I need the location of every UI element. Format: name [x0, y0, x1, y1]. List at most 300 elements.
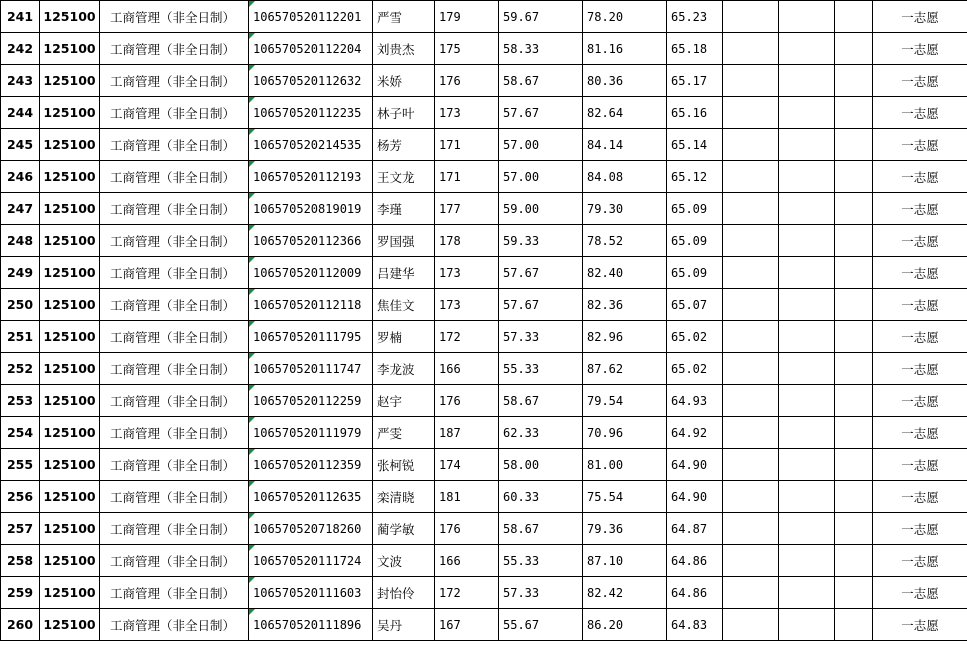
text-number-indicator-icon [249, 97, 255, 103]
candidate-name-cell[interactable]: 罗国强 [373, 225, 435, 257]
initial-weighted-cell[interactable]: 58.00 [499, 449, 583, 481]
total-score-cell[interactable]: 65.16 [667, 97, 723, 129]
exam-number-text: 106570520112632 [253, 73, 362, 88]
empty-cell[interactable] [779, 33, 835, 65]
volunteer-cell[interactable]: 一志愿 [873, 321, 967, 353]
table-row [1, 1, 967, 33]
candidate-name-cell[interactable]: 林子叶 [373, 97, 435, 129]
row-number-cell[interactable]: 260 [1, 609, 40, 641]
row-number-cell[interactable]: 245 [1, 129, 40, 161]
major-code-cell[interactable]: 125100 [40, 577, 100, 609]
initial-weighted-cell[interactable]: 59.00 [499, 193, 583, 225]
empty-cell[interactable] [835, 129, 873, 161]
exam-number-cell[interactable] [249, 1, 373, 33]
empty-cell[interactable] [779, 385, 835, 417]
total-score-cell[interactable]: 65.09 [667, 257, 723, 289]
row-number-cell[interactable]: 251 [1, 321, 40, 353]
initial-score-cell[interactable]: 171 [435, 129, 499, 161]
candidate-name-cell[interactable]: 封怡伶 [373, 577, 435, 609]
empty-cell[interactable] [723, 449, 779, 481]
exam-number-text: 106570520819019 [253, 201, 362, 216]
major-name-cell[interactable]: 工商管理（非全日制） [100, 577, 249, 609]
empty-cell[interactable] [779, 1, 835, 33]
total-score-cell[interactable]: 65.02 [667, 353, 723, 385]
initial-score-cell[interactable]: 175 [435, 33, 499, 65]
candidate-name-cell[interactable]: 罗楠 [373, 321, 435, 353]
text-number-indicator-icon [249, 545, 255, 551]
text-number-indicator-icon [249, 417, 255, 423]
initial-score-cell[interactable]: 176 [435, 65, 499, 97]
row-number-cell[interactable]: 242 [1, 33, 40, 65]
major-code-cell[interactable]: 125100 [40, 321, 100, 353]
row-number-cell[interactable]: 253 [1, 385, 40, 417]
volunteer-cell[interactable]: 一志愿 [873, 161, 967, 193]
text-number-indicator-icon [249, 65, 255, 71]
retest-score-cell[interactable]: 81.16 [583, 33, 667, 65]
empty-cell[interactable] [779, 257, 835, 289]
major-code-cell[interactable]: 125100 [40, 513, 100, 545]
empty-cell[interactable] [835, 353, 873, 385]
retest-score-cell[interactable]: 87.62 [583, 353, 667, 385]
empty-cell[interactable] [723, 225, 779, 257]
table-row [1, 609, 967, 641]
retest-score-cell[interactable]: 78.20 [583, 1, 667, 33]
major-name-cell[interactable]: 工商管理（非全日制） [100, 161, 249, 193]
exam-number-cell[interactable] [249, 193, 373, 225]
row-number-cell[interactable]: 244 [1, 97, 40, 129]
exam-number-cell[interactable] [249, 289, 373, 321]
volunteer-cell[interactable]: 一志愿 [873, 609, 967, 641]
text-number-indicator-icon [249, 353, 255, 359]
major-code-cell[interactable]: 125100 [40, 257, 100, 289]
major-code-cell[interactable]: 125100 [40, 193, 100, 225]
initial-weighted-cell[interactable]: 57.33 [499, 577, 583, 609]
major-code-cell[interactable]: 125100 [40, 97, 100, 129]
empty-cell[interactable] [835, 321, 873, 353]
total-score-cell[interactable]: 64.92 [667, 417, 723, 449]
table-row [1, 545, 967, 577]
table-row [1, 449, 967, 481]
major-name-cell[interactable]: 工商管理（非全日制） [100, 385, 249, 417]
major-name-cell[interactable]: 工商管理（非全日制） [100, 193, 249, 225]
text-number-indicator-icon [249, 385, 255, 391]
retest-score-cell[interactable]: 82.36 [583, 289, 667, 321]
volunteer-cell[interactable]: 一志愿 [873, 513, 967, 545]
total-score-cell[interactable]: 65.09 [667, 225, 723, 257]
empty-cell[interactable] [835, 513, 873, 545]
text-number-indicator-icon [249, 577, 255, 583]
retest-score-cell[interactable]: 79.54 [583, 385, 667, 417]
major-name-cell[interactable]: 工商管理（非全日制） [100, 129, 249, 161]
empty-cell[interactable] [779, 289, 835, 321]
major-name-cell[interactable]: 工商管理（非全日制） [100, 449, 249, 481]
initial-weighted-cell[interactable]: 58.67 [499, 513, 583, 545]
empty-cell[interactable] [835, 65, 873, 97]
exam-number-cell[interactable] [249, 257, 373, 289]
retest-score-cell[interactable]: 70.96 [583, 417, 667, 449]
exam-number-cell[interactable] [249, 609, 373, 641]
initial-score-cell[interactable]: 173 [435, 257, 499, 289]
volunteer-cell[interactable]: 一志愿 [873, 65, 967, 97]
major-name-cell[interactable]: 工商管理（非全日制） [100, 513, 249, 545]
total-score-cell[interactable]: 64.83 [667, 609, 723, 641]
empty-cell[interactable] [779, 417, 835, 449]
major-name-cell[interactable]: 工商管理（非全日制） [100, 609, 249, 641]
initial-weighted-cell[interactable]: 55.67 [499, 609, 583, 641]
row-number-cell[interactable]: 256 [1, 481, 40, 513]
empty-cell[interactable] [835, 417, 873, 449]
retest-score-cell[interactable]: 79.30 [583, 193, 667, 225]
initial-weighted-cell[interactable]: 57.00 [499, 129, 583, 161]
major-code-cell[interactable]: 125100 [40, 1, 100, 33]
empty-cell[interactable] [779, 545, 835, 577]
empty-cell[interactable] [779, 609, 835, 641]
exam-number-text: 106570520718260 [253, 521, 362, 536]
row-number-cell[interactable]: 254 [1, 417, 40, 449]
initial-weighted-cell[interactable]: 59.67 [499, 1, 583, 33]
text-number-indicator-icon [249, 33, 255, 39]
empty-cell[interactable] [723, 161, 779, 193]
candidate-name-cell[interactable]: 吴丹 [373, 609, 435, 641]
initial-score-cell[interactable]: 172 [435, 577, 499, 609]
volunteer-cell[interactable]: 一志愿 [873, 481, 967, 513]
empty-cell[interactable] [723, 545, 779, 577]
exam-number-cell[interactable] [249, 449, 373, 481]
candidate-name-cell[interactable]: 栾清晓 [373, 481, 435, 513]
exam-number-cell[interactable] [249, 353, 373, 385]
initial-score-cell[interactable]: 166 [435, 353, 499, 385]
major-code-cell[interactable]: 125100 [40, 129, 100, 161]
volunteer-cell[interactable]: 一志愿 [873, 257, 967, 289]
volunteer-cell[interactable]: 一志愿 [873, 289, 967, 321]
initial-score-cell[interactable]: 174 [435, 449, 499, 481]
total-score-cell[interactable]: 65.17 [667, 65, 723, 97]
row-number-cell[interactable]: 255 [1, 449, 40, 481]
volunteer-cell[interactable]: 一志愿 [873, 545, 967, 577]
empty-cell[interactable] [779, 321, 835, 353]
retest-score-cell[interactable]: 81.00 [583, 449, 667, 481]
text-number-indicator-icon [249, 225, 255, 231]
row-number-cell[interactable]: 258 [1, 545, 40, 577]
total-score-cell[interactable]: 65.14 [667, 129, 723, 161]
empty-cell[interactable] [723, 577, 779, 609]
table-row [1, 33, 967, 65]
major-code-cell[interactable]: 125100 [40, 65, 100, 97]
empty-cell[interactable] [723, 97, 779, 129]
results-table-body [1, 1, 967, 641]
row-number-cell[interactable]: 250 [1, 289, 40, 321]
major-name-cell[interactable]: 工商管理（非全日制） [100, 1, 249, 33]
candidate-name-cell[interactable]: 蔺学敏 [373, 513, 435, 545]
candidate-name-cell[interactable]: 焦佳文 [373, 289, 435, 321]
exam-number-cell[interactable] [249, 545, 373, 577]
total-score-cell[interactable]: 64.93 [667, 385, 723, 417]
retest-score-cell[interactable]: 75.54 [583, 481, 667, 513]
empty-cell[interactable] [835, 449, 873, 481]
exam-number-cell[interactable] [249, 577, 373, 609]
exam-number-cell[interactable] [249, 33, 373, 65]
exam-number-text: 106570520112193 [253, 169, 362, 184]
empty-cell[interactable] [779, 481, 835, 513]
candidate-name-cell[interactable]: 严雯 [373, 417, 435, 449]
row-number-cell[interactable]: 252 [1, 353, 40, 385]
row-number-cell[interactable]: 248 [1, 225, 40, 257]
candidate-name-cell[interactable]: 刘贵杰 [373, 33, 435, 65]
empty-cell[interactable] [723, 481, 779, 513]
candidate-name-cell[interactable]: 李龙波 [373, 353, 435, 385]
retest-score-cell[interactable]: 86.20 [583, 609, 667, 641]
empty-cell[interactable] [835, 33, 873, 65]
initial-score-cell[interactable]: 172 [435, 321, 499, 353]
row-number-cell[interactable]: 246 [1, 161, 40, 193]
table-row [1, 417, 967, 449]
candidate-name-cell[interactable]: 李瑾 [373, 193, 435, 225]
initial-weighted-cell[interactable]: 58.33 [499, 33, 583, 65]
exam-number-text: 106570520112366 [253, 233, 362, 248]
exam-number-cell[interactable] [249, 417, 373, 449]
empty-cell[interactable] [835, 193, 873, 225]
volunteer-cell[interactable]: 一志愿 [873, 129, 967, 161]
total-score-cell[interactable]: 65.09 [667, 193, 723, 225]
initial-score-cell[interactable]: 176 [435, 385, 499, 417]
total-score-cell[interactable]: 65.12 [667, 161, 723, 193]
empty-cell[interactable] [723, 321, 779, 353]
text-number-indicator-icon [249, 289, 255, 295]
retest-score-cell[interactable]: 82.96 [583, 321, 667, 353]
empty-cell[interactable] [779, 225, 835, 257]
exam-number-text: 106570520112118 [253, 297, 362, 312]
candidate-name-cell[interactable]: 文波 [373, 545, 435, 577]
table-row [1, 577, 967, 609]
major-code-cell[interactable]: 125100 [40, 385, 100, 417]
empty-cell[interactable] [835, 257, 873, 289]
empty-cell[interactable] [779, 97, 835, 129]
text-number-indicator-icon [249, 449, 255, 455]
total-score-cell[interactable]: 65.07 [667, 289, 723, 321]
total-score-cell[interactable]: 64.86 [667, 545, 723, 577]
retest-score-cell[interactable]: 84.08 [583, 161, 667, 193]
exam-number-cell[interactable] [249, 65, 373, 97]
empty-cell[interactable] [723, 353, 779, 385]
major-code-cell[interactable]: 125100 [40, 481, 100, 513]
volunteer-cell[interactable]: 一志愿 [873, 1, 967, 33]
exam-number-text: 106570520112201 [253, 9, 362, 24]
major-name-cell[interactable]: 工商管理（非全日制） [100, 417, 249, 449]
major-name-cell[interactable]: 工商管理（非全日制） [100, 97, 249, 129]
table-row [1, 193, 967, 225]
initial-score-cell[interactable]: 179 [435, 1, 499, 33]
candidate-name-cell[interactable]: 吕建华 [373, 257, 435, 289]
total-score-cell[interactable]: 65.18 [667, 33, 723, 65]
empty-cell[interactable] [835, 289, 873, 321]
empty-cell[interactable] [723, 417, 779, 449]
empty-cell[interactable] [779, 513, 835, 545]
initial-score-cell[interactable]: 176 [435, 513, 499, 545]
empty-cell[interactable] [835, 545, 873, 577]
volunteer-cell[interactable]: 一志愿 [873, 97, 967, 129]
empty-cell[interactable] [723, 289, 779, 321]
volunteer-cell[interactable]: 一志愿 [873, 193, 967, 225]
empty-cell[interactable] [779, 65, 835, 97]
volunteer-cell[interactable]: 一志愿 [873, 353, 967, 385]
empty-cell[interactable] [723, 385, 779, 417]
retest-score-cell[interactable]: 82.40 [583, 257, 667, 289]
initial-weighted-cell[interactable]: 58.67 [499, 65, 583, 97]
exam-number-cell[interactable] [249, 97, 373, 129]
major-code-cell[interactable]: 125100 [40, 449, 100, 481]
empty-cell[interactable] [723, 1, 779, 33]
empty-cell[interactable] [835, 161, 873, 193]
major-code-cell[interactable]: 125100 [40, 609, 100, 641]
empty-cell[interactable] [835, 481, 873, 513]
empty-cell[interactable] [835, 97, 873, 129]
exam-number-text: 106570520111747 [253, 361, 362, 376]
initial-weighted-cell[interactable]: 57.67 [499, 289, 583, 321]
exam-number-cell[interactable] [249, 513, 373, 545]
initial-weighted-cell[interactable]: 57.67 [499, 97, 583, 129]
initial-weighted-cell[interactable]: 58.67 [499, 385, 583, 417]
exam-number-cell[interactable] [249, 225, 373, 257]
initial-score-cell[interactable]: 181 [435, 481, 499, 513]
candidate-name-cell[interactable]: 严雪 [373, 1, 435, 33]
major-code-cell[interactable]: 125100 [40, 417, 100, 449]
exam-number-text: 106570520112259 [253, 393, 362, 408]
volunteer-cell[interactable]: 一志愿 [873, 449, 967, 481]
total-score-cell[interactable]: 64.87 [667, 513, 723, 545]
initial-weighted-cell[interactable]: 60.33 [499, 481, 583, 513]
initial-weighted-cell[interactable]: 57.00 [499, 161, 583, 193]
exam-number-cell[interactable] [249, 321, 373, 353]
retest-score-cell[interactable]: 84.14 [583, 129, 667, 161]
table-row [1, 289, 967, 321]
row-number-cell[interactable]: 247 [1, 193, 40, 225]
total-score-cell[interactable]: 64.90 [667, 481, 723, 513]
initial-score-cell[interactable]: 173 [435, 289, 499, 321]
empty-cell[interactable] [835, 385, 873, 417]
exam-number-cell[interactable] [249, 161, 373, 193]
empty-cell[interactable] [779, 193, 835, 225]
retest-score-cell[interactable]: 82.42 [583, 577, 667, 609]
major-name-cell[interactable]: 工商管理（非全日制） [100, 321, 249, 353]
empty-cell[interactable] [835, 225, 873, 257]
initial-weighted-cell[interactable]: 57.67 [499, 257, 583, 289]
initial-weighted-cell[interactable]: 62.33 [499, 417, 583, 449]
candidate-name-cell[interactable]: 杨芳 [373, 129, 435, 161]
text-number-indicator-icon [249, 193, 255, 199]
major-name-cell[interactable]: 工商管理（非全日制） [100, 353, 249, 385]
major-code-cell[interactable]: 125100 [40, 289, 100, 321]
exam-number-cell[interactable] [249, 385, 373, 417]
major-code-cell[interactable]: 125100 [40, 33, 100, 65]
text-number-indicator-icon [249, 481, 255, 487]
empty-cell[interactable] [779, 353, 835, 385]
volunteer-cell[interactable]: 一志愿 [873, 385, 967, 417]
total-score-cell[interactable]: 64.90 [667, 449, 723, 481]
initial-weighted-cell[interactable]: 55.33 [499, 545, 583, 577]
row-number-cell[interactable]: 249 [1, 257, 40, 289]
major-name-cell[interactable]: 工商管理（非全日制） [100, 33, 249, 65]
text-number-indicator-icon [249, 513, 255, 519]
exam-number-text: 106570520214535 [253, 137, 362, 152]
retest-score-cell[interactable]: 79.36 [583, 513, 667, 545]
volunteer-cell[interactable]: 一志愿 [873, 417, 967, 449]
empty-cell[interactable] [779, 577, 835, 609]
row-number-cell[interactable]: 257 [1, 513, 40, 545]
empty-cell[interactable] [723, 513, 779, 545]
major-name-cell[interactable]: 工商管理（非全日制） [100, 481, 249, 513]
major-code-cell[interactable]: 125100 [40, 353, 100, 385]
initial-score-cell[interactable]: 187 [435, 417, 499, 449]
initial-weighted-cell[interactable]: 57.33 [499, 321, 583, 353]
retest-score-cell[interactable]: 82.64 [583, 97, 667, 129]
empty-cell[interactable] [723, 257, 779, 289]
empty-cell[interactable] [723, 193, 779, 225]
volunteer-cell[interactable]: 一志愿 [873, 577, 967, 609]
empty-cell[interactable] [779, 129, 835, 161]
empty-cell[interactable] [779, 449, 835, 481]
volunteer-cell[interactable]: 一志愿 [873, 33, 967, 65]
empty-cell[interactable] [723, 609, 779, 641]
candidate-name-cell[interactable]: 张柯锐 [373, 449, 435, 481]
initial-score-cell[interactable]: 166 [435, 545, 499, 577]
text-number-indicator-icon [249, 129, 255, 135]
initial-weighted-cell[interactable]: 55.33 [499, 353, 583, 385]
initial-score-cell[interactable]: 167 [435, 609, 499, 641]
major-code-cell[interactable]: 125100 [40, 161, 100, 193]
exam-number-cell[interactable] [249, 481, 373, 513]
exam-number-cell[interactable] [249, 129, 373, 161]
major-name-cell[interactable]: 工商管理（非全日制） [100, 65, 249, 97]
total-score-cell[interactable]: 65.02 [667, 321, 723, 353]
row-number-cell[interactable]: 241 [1, 1, 40, 33]
major-code-cell[interactable]: 125100 [40, 545, 100, 577]
initial-score-cell[interactable]: 171 [435, 161, 499, 193]
empty-cell[interactable] [835, 1, 873, 33]
empty-cell[interactable] [723, 65, 779, 97]
initial-score-cell[interactable]: 173 [435, 97, 499, 129]
retest-score-cell[interactable]: 78.52 [583, 225, 667, 257]
candidate-name-cell[interactable]: 王文龙 [373, 161, 435, 193]
retest-score-cell[interactable]: 87.10 [583, 545, 667, 577]
major-name-cell[interactable]: 工商管理（非全日制） [100, 545, 249, 577]
major-name-cell[interactable]: 工商管理（非全日制） [100, 225, 249, 257]
initial-score-cell[interactable]: 178 [435, 225, 499, 257]
retest-score-cell[interactable]: 80.36 [583, 65, 667, 97]
empty-cell[interactable] [779, 161, 835, 193]
empty-cell[interactable] [723, 33, 779, 65]
candidate-name-cell[interactable]: 米娇 [373, 65, 435, 97]
major-code-cell[interactable]: 125100 [40, 225, 100, 257]
table-row [1, 65, 967, 97]
major-name-cell[interactable]: 工商管理（非全日制） [100, 257, 249, 289]
candidate-name-cell[interactable]: 赵宇 [373, 385, 435, 417]
major-name-cell[interactable]: 工商管理（非全日制） [100, 289, 249, 321]
volunteer-cell[interactable]: 一志愿 [873, 225, 967, 257]
initial-weighted-cell[interactable]: 59.33 [499, 225, 583, 257]
empty-cell[interactable] [835, 609, 873, 641]
total-score-cell[interactable]: 64.86 [667, 577, 723, 609]
exam-number-text: 106570520111896 [253, 617, 362, 632]
exam-number-text: 106570520112635 [253, 489, 362, 504]
empty-cell[interactable] [835, 577, 873, 609]
exam-number-text: 106570520112235 [253, 105, 362, 120]
initial-score-cell[interactable]: 177 [435, 193, 499, 225]
row-number-cell[interactable]: 259 [1, 577, 40, 609]
table-row [1, 129, 967, 161]
empty-cell[interactable] [723, 129, 779, 161]
total-score-cell[interactable]: 65.23 [667, 1, 723, 33]
row-number-cell[interactable]: 243 [1, 65, 40, 97]
